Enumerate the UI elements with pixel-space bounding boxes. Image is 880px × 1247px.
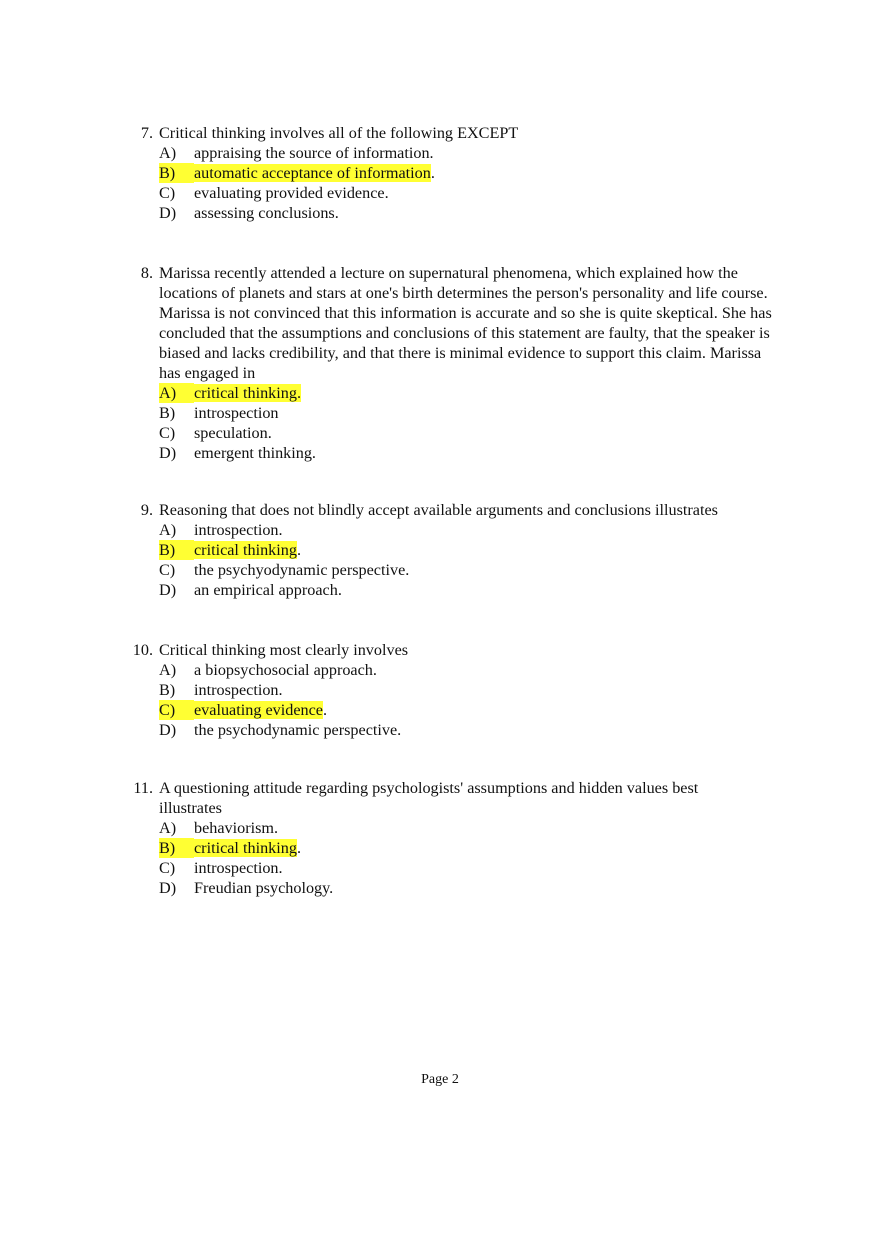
option-text-wrapper [194,540,301,560]
question-text: Critical thinking most clearly involves [159,641,409,659]
answer-option-a [0,383,880,403]
answer-option-a [0,818,880,838]
option-letter: D) [159,444,177,462]
option-text-wrapper [194,163,435,183]
question-number: 11. [133,779,153,797]
option-letter-highlighted: B) [159,163,194,183]
option-text: evaluating provided evidence. [194,184,389,202]
option-text: behaviorism. [194,819,279,837]
option-letter: D) [159,721,177,739]
question-text: Reasoning that does not blindly accept available arguments and conclusions illustrates [159,501,718,519]
question-number: 10. [132,641,153,659]
option-text: introspection [194,404,279,422]
answer-option-d [0,720,880,740]
question-stem [0,640,880,660]
answer-option-c [0,183,880,203]
option-letter: B) [159,404,176,422]
option-text: emergent thinking. [194,444,316,462]
option-text-wrapper [194,838,301,858]
option-letter: C) [159,184,176,202]
answer-option-b [0,163,880,183]
highlighted-answer: critical thinking [194,541,297,559]
option-letter: B) [159,681,176,699]
option-text: an empirical approach. [194,581,342,599]
question-stem [0,778,880,818]
highlighted-answer: critical thinking [194,839,297,857]
option-text-wrapper [194,383,301,403]
answer-option-a [0,143,880,163]
question-11 [0,778,880,898]
question-number: 7. [140,124,153,142]
question-8 [0,263,880,463]
option-letter-highlighted: A) [159,383,194,403]
answer-option-d [0,580,880,600]
option-letter: A) [159,521,177,539]
highlighted-answer: critical thinking. [194,384,301,402]
option-text: assessing conclusions. [194,204,339,222]
highlighted-answer: automatic acceptance of information [194,164,431,182]
question-9 [0,500,880,600]
question-text: Critical thinking involves all of the following EXCEPT [159,124,519,142]
option-text: introspection. [194,521,283,539]
question-stem [0,500,880,520]
question-number: 9. [140,501,153,519]
option-letter: C) [159,561,176,579]
option-text: introspection. [194,859,283,877]
option-letter-highlighted: B) [159,540,194,560]
option-letter-highlighted: C) [159,700,194,720]
option-letter: A) [159,144,177,162]
answer-option-a [0,520,880,540]
answer-option-b [0,403,880,423]
option-letter: D) [159,581,177,599]
option-suffix: . [296,541,301,559]
page-number: Page 2 [421,1072,459,1087]
answer-option-b [0,838,880,858]
option-letter: D) [159,879,177,897]
answer-option-c [0,858,880,878]
answer-option-d [0,443,880,463]
option-suffix: . [323,701,328,719]
option-suffix: . [296,839,301,857]
answer-option-c [0,700,880,720]
answer-option-d [0,203,880,223]
option-letter: C) [159,859,176,877]
answer-option-d [0,878,880,898]
option-text-wrapper [194,700,327,720]
answer-option-b [0,680,880,700]
question-7 [0,123,880,223]
option-letter: A) [159,661,177,679]
option-text: the psychodynamic perspective. [194,721,402,739]
option-letter: C) [159,424,176,442]
option-text: the psychyodynamic perspective. [194,561,410,579]
question-stem [0,123,880,143]
option-text: Freudian psychology. [194,879,334,897]
option-letter: D) [159,204,177,222]
option-text: speculation. [194,424,272,442]
question-text: A questioning attitude regarding psychologists' assumptions and hidden values best illustrates [159,779,699,817]
answer-option-a [0,660,880,680]
option-letter-highlighted: B) [159,838,194,858]
option-text: appraising the source of information. [194,144,434,162]
question-10 [0,640,880,740]
option-suffix: . [430,164,435,182]
option-letter: A) [159,819,177,837]
answer-option-c [0,423,880,443]
option-text: a biopsychosocial approach. [194,661,377,679]
answer-option-b [0,540,880,560]
question-text: Marissa recently attended a lecture on supernatural phenomena, which explained how the locations of planets and stars at one's birth determines the person's personality and life course. Marissa is not convinced that this information is accurate and so she is quite skeptical. She has concluded that the assumptions and conclusions of this statement are faulty, that the speaker is biased and lacks credibility, and that there is minimal evidence to support this claim. Marissa has engaged in [159,264,772,382]
question-number: 8. [140,264,153,282]
highlighted-answer: evaluating evidence [194,701,323,719]
option-text: introspection. [194,681,283,699]
answer-option-c [0,560,880,580]
question-stem [0,263,880,383]
